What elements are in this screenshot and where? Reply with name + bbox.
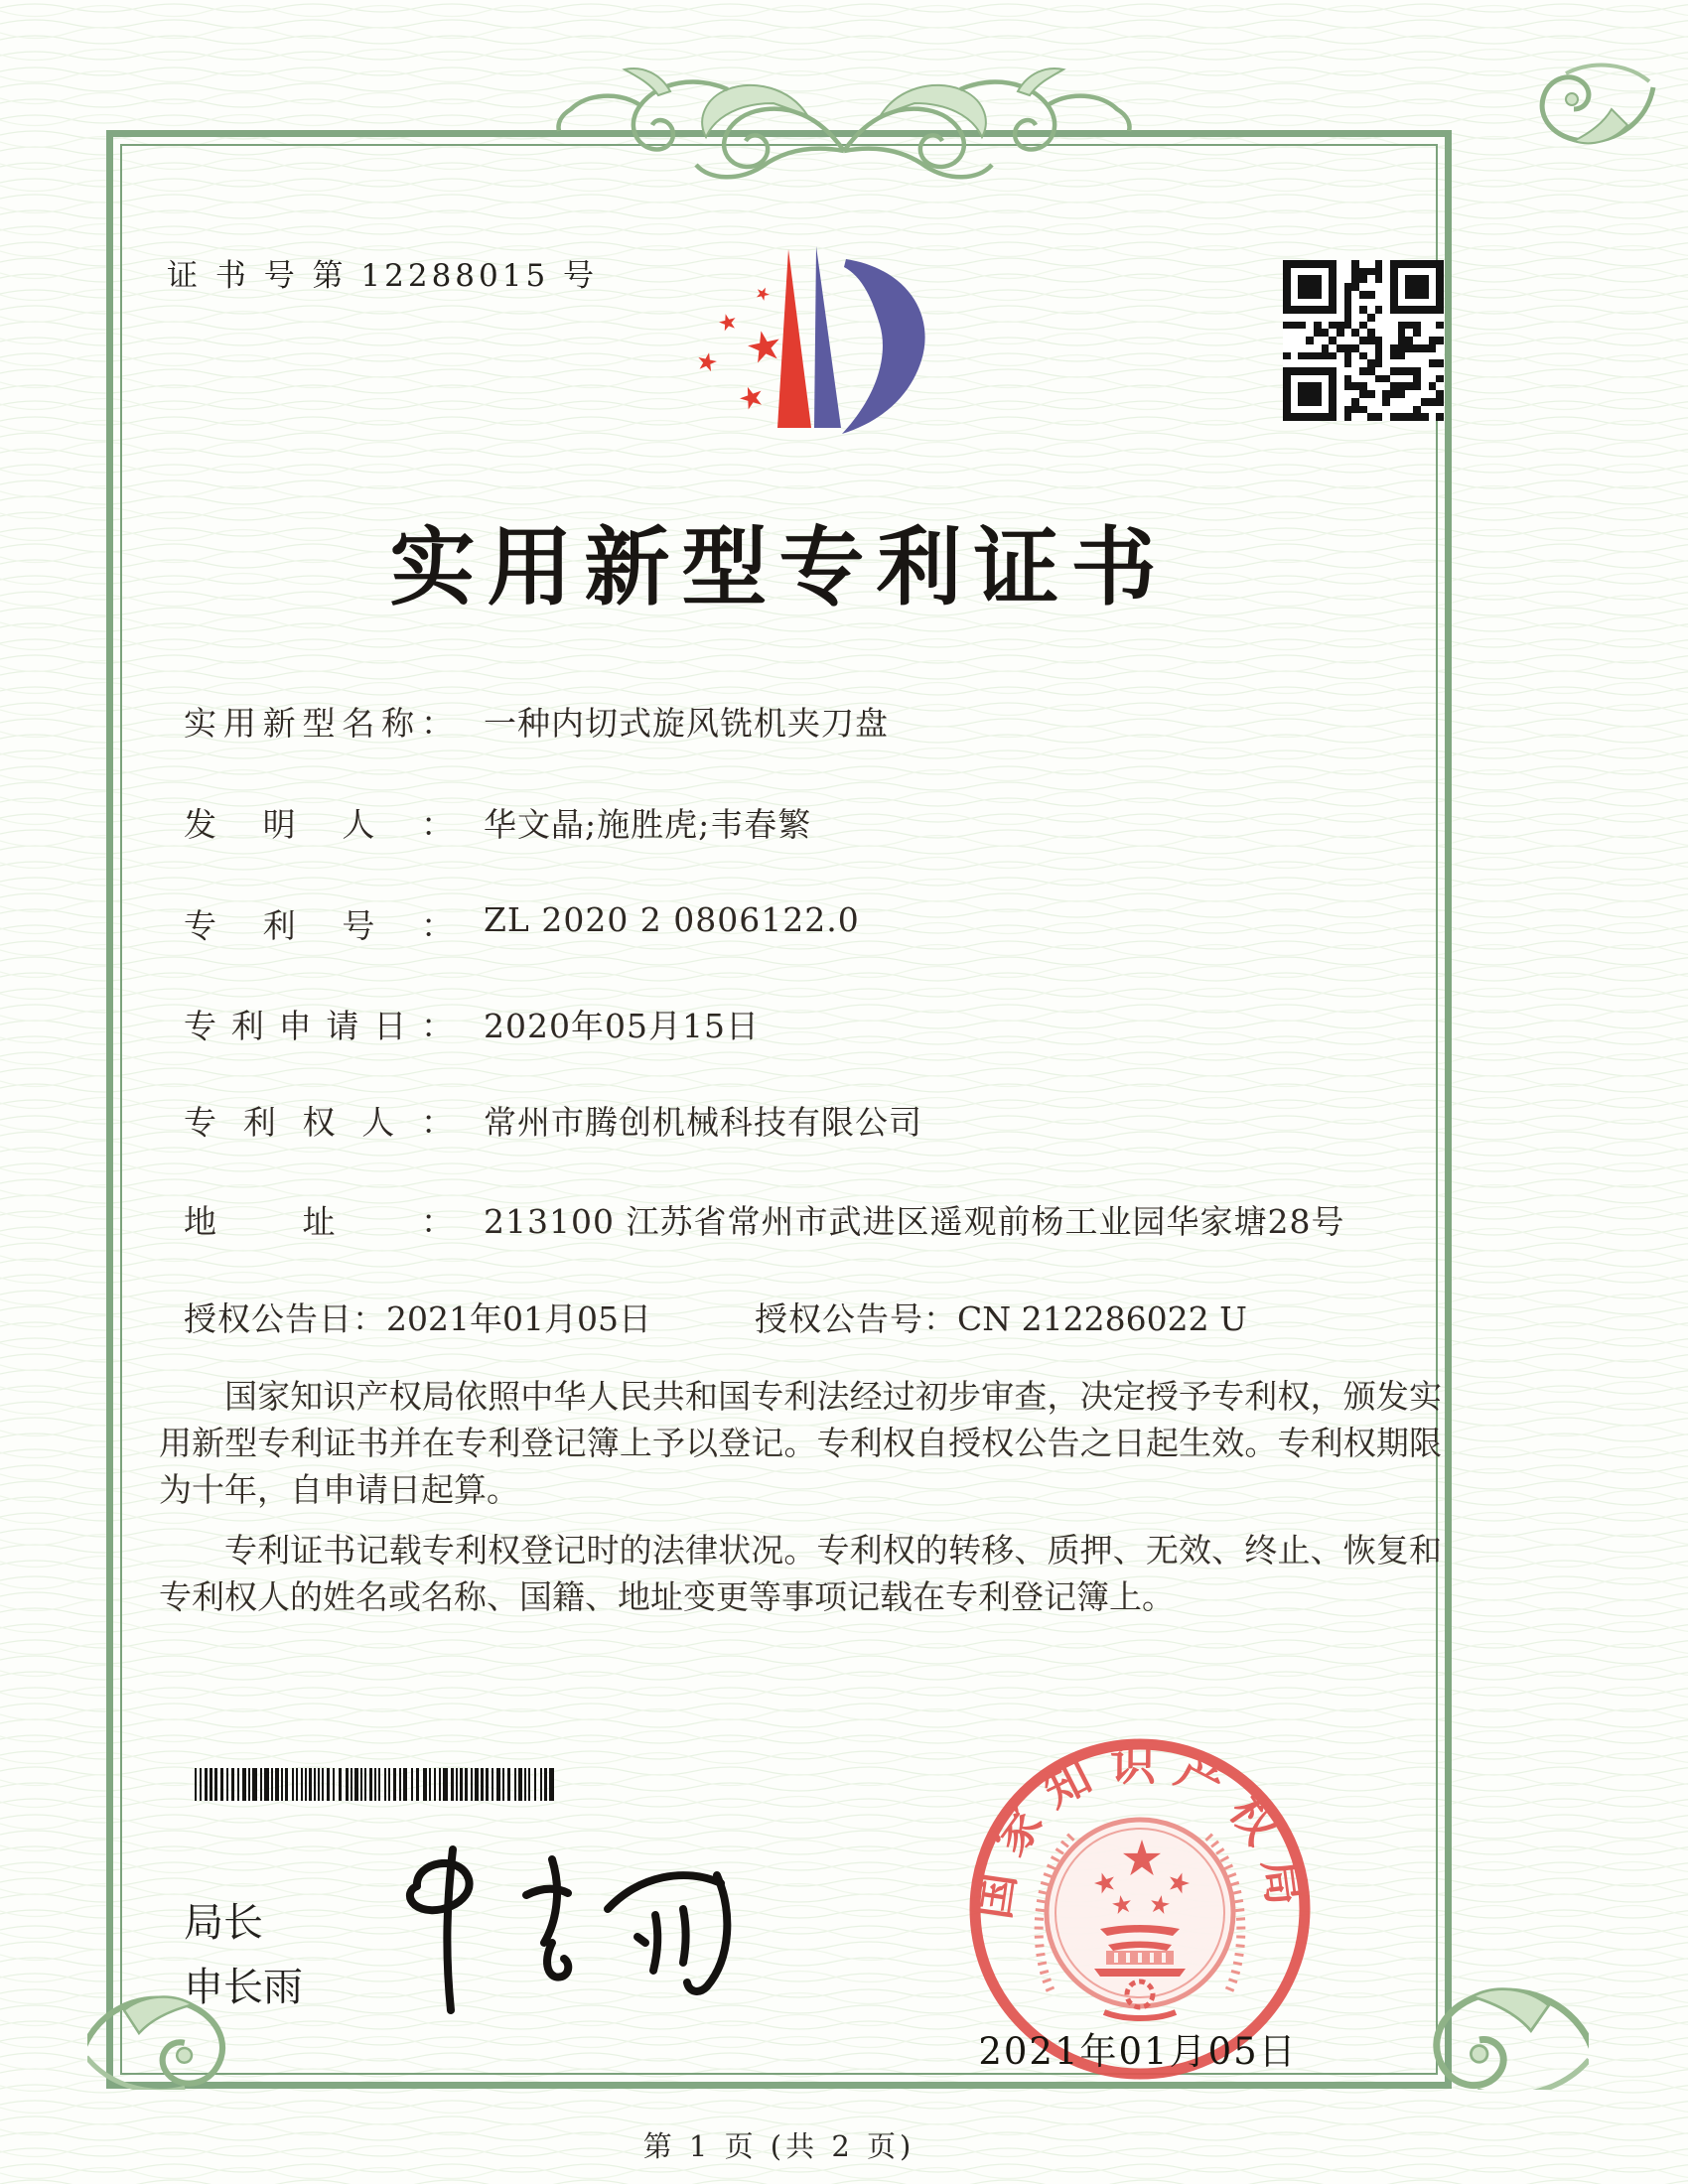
field-label: 地址：	[184, 1202, 454, 1241]
top-right-flourish-ornament	[1534, 58, 1663, 177]
grant-number-label: 授权公告号：	[755, 1299, 957, 1338]
field-row-filing-date	[184, 1001, 760, 1047]
field-row-patentee	[184, 1097, 922, 1144]
field-row-address	[184, 1196, 1344, 1243]
field-label: 专利权人：	[184, 1103, 454, 1142]
qr-code	[1283, 260, 1444, 421]
field-row-inventors	[184, 799, 811, 846]
commissioner-name: 申长雨	[184, 1965, 303, 2010]
national-emblem-icon	[1039, 1820, 1241, 2018]
cnipa-logo-icon	[685, 241, 943, 445]
field-label: 专利申请日：	[184, 1007, 454, 1045]
top-center-flourish-ornament	[551, 52, 1137, 186]
commissioner-signature-image	[357, 1832, 774, 2040]
field-value: 华文晶;施胜虎;韦春繁	[484, 805, 812, 844]
legal-text-block	[159, 1373, 1442, 1634]
seal-date: 2021年01月05日	[978, 2030, 1298, 2073]
commissioner-title: 局长	[184, 1900, 263, 1946]
field-value: 一种内切式旋风铣机夹刀盘	[484, 704, 889, 743]
field-row-utility-model-name	[184, 698, 889, 745]
grant-date-value: 2021年01月05日	[386, 1299, 651, 1338]
field-row-grant	[184, 1294, 1247, 1340]
barcode	[195, 1768, 562, 1801]
field-value: 常州市腾创机械科技有限公司	[484, 1103, 922, 1142]
field-value: 2020年05月15日	[484, 1007, 760, 1045]
legal-paragraph-1: 国家知识产权局依照中华人民共和国专利法经过初步审查，决定授予专利权，颁发实用新型专利证书并在专利登记簿上予以登记。专利权自授权公告之日起生效。专利权期限为十年，自申请日起算。	[159, 1377, 1442, 1509]
field-row-patent-number	[184, 900, 860, 947]
field-label: 专利号：	[184, 906, 454, 945]
seal-text: 国家知识产权局	[965, 1736, 1315, 1925]
field-label: 发明人：	[184, 805, 454, 844]
certificate-number: 证 书 号 第 12288015 号	[167, 258, 599, 294]
field-label: 实用新型名称：	[184, 704, 454, 743]
grant-number-value: CN 212286022 U	[957, 1299, 1247, 1338]
bottom-right-flourish-ornament	[1410, 1941, 1589, 2090]
field-value: ZL 2020 2 0806122.0	[484, 900, 860, 939]
page-indicator: 第 1 页 (共 2 页)	[642, 2129, 915, 2163]
field-value: 213100 江苏省常州市武进区遥观前杨工业园华家塘28号	[484, 1202, 1345, 1241]
legal-paragraph-2: 专利证书记载专利权登记时的法律状况。专利权的转移、质押、无效、终止、恢复和专利权人的姓名或名称、国籍、地址变更等事项记载在专利登记簿上。	[159, 1531, 1442, 1616]
certificate-title: 实用新型专利证书	[389, 517, 1169, 617]
grant-date-label: 授权公告日：	[184, 1299, 386, 1338]
